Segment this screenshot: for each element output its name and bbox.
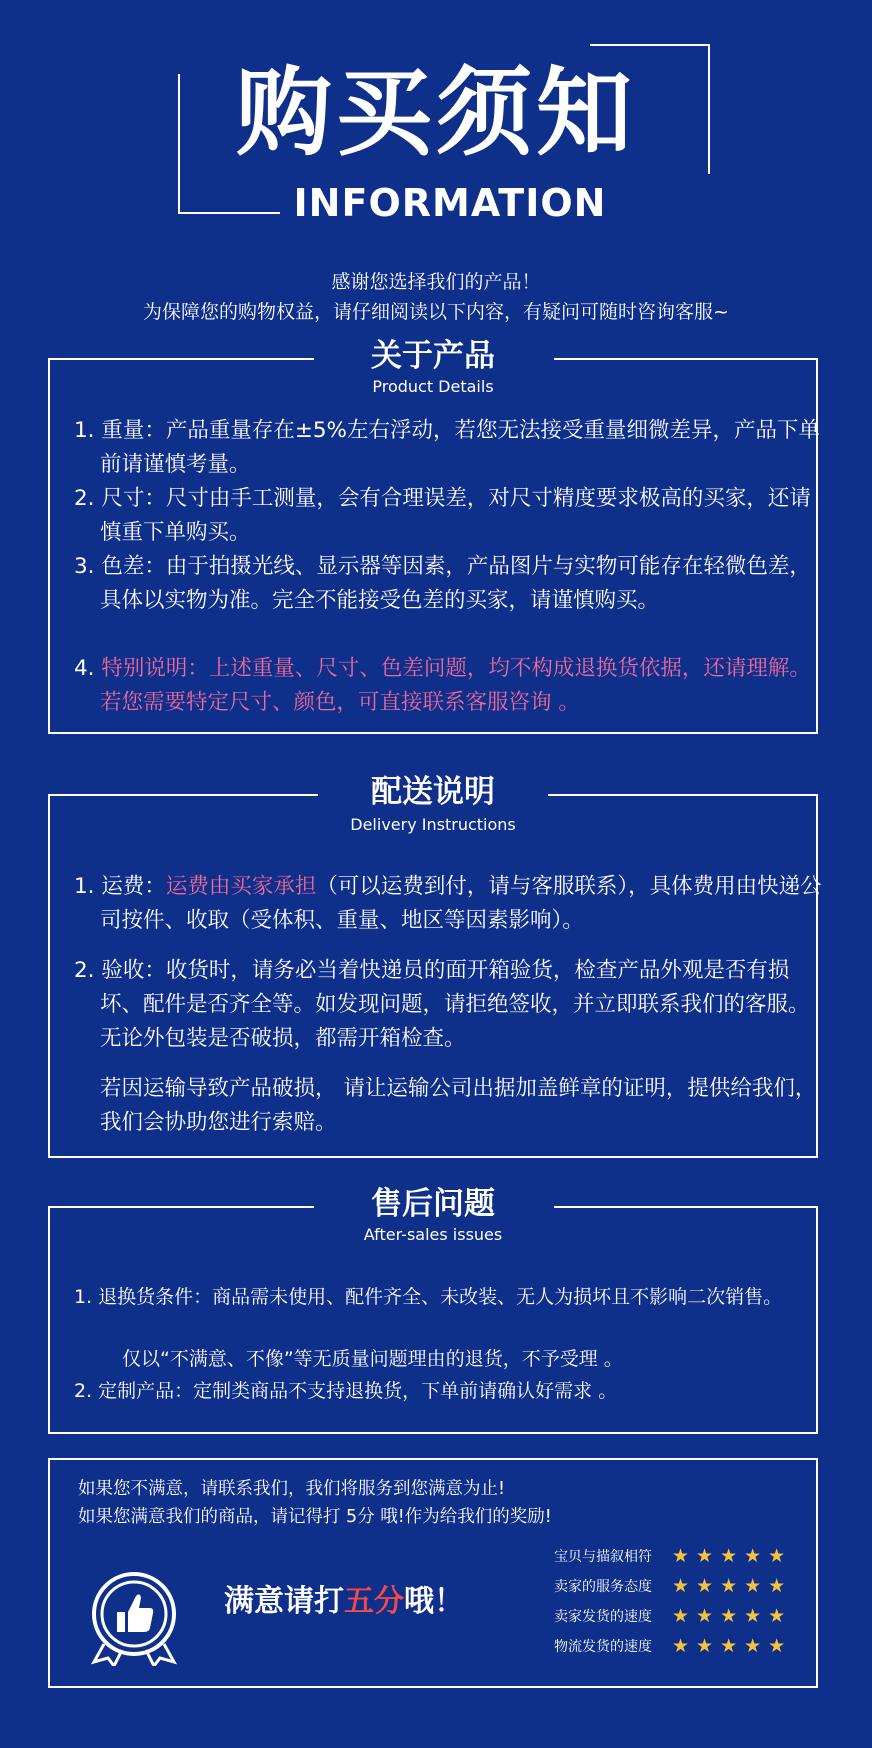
bottom-line-1: 如果您不满意，请联系我们，我们将服务到您满意为止! xyxy=(78,1479,506,1499)
star-icons: ★★★★★ xyxy=(672,1575,793,1597)
rating-section xyxy=(48,1458,818,1688)
shipping-fee-highlight: 运费由买家承担 xyxy=(165,874,317,899)
product-section-subtitle: Product Details xyxy=(372,377,494,396)
product-section xyxy=(48,338,820,734)
aftersales-item-custom: 2. 定制产品：定制类商品不支持退换货，下单前请确认好需求 。 xyxy=(74,1380,618,1402)
aftersales-section xyxy=(48,1186,818,1434)
aftersales-item-return: 1. 退换货条件：商品需未使用、配件齐全、未改装、无人为损坏且不影响二次销售。 xyxy=(74,1286,783,1308)
thumbs-up-icon xyxy=(84,1566,184,1666)
product-item-size: 2. 尺寸：尺寸由手工测量，会有合理误差，对尺寸精度要求极高的买家，还请慎重下单购买。 xyxy=(74,486,811,545)
rating-row-logistics: 物流发货的速度 ★★★★★ xyxy=(554,1635,793,1657)
product-item-color: 3. 色差：由于拍摄光线、显示器等因素，产品图片与实物可能存在轻微色差，具体以实物为准。完全不能接受色差的买家，请谨慎购买。 xyxy=(74,554,811,613)
page-title: 购买须知 xyxy=(236,57,636,169)
aftersales-section-title: 售后问题 xyxy=(371,1186,495,1222)
product-item-special: 4. 特别说明：上述重量、尺寸、色差问题，均不构成退换货依据，还请理解。若您需要特定尺寸、颜色，可直接联系客服咨询 。 xyxy=(74,656,811,715)
aftersales-item-return-note: 仅以“不满意、不像”等无质量问题理由的退货，不予受理 。 xyxy=(122,1348,623,1370)
delivery-item-inspection: 2. 验收：收货时，请务必当着快递员的面开箱验货，检查产品外观是否有损坏、配件是否齐全等。如发现问题，请拒绝签收，并立即联系我们的客服。无论外包装是否破损，都需开箱检查。 xyxy=(74,958,810,1051)
page-subtitle: INFORMATION xyxy=(293,181,607,225)
intro-line-2: 为保障您的购物权益，请仔细阅读以下内容，有疑问可随时咨询客服~ xyxy=(143,301,729,323)
delivery-section-title: 配送说明 xyxy=(371,774,495,810)
intro-line-1: 感谢您选择我们的产品！ xyxy=(331,271,541,293)
bottom-line-2: 如果您满意我们的商品，请记得打 5分 哦!作为给我们的奖励! xyxy=(78,1507,552,1527)
star-icons: ★★★★★ xyxy=(672,1545,793,1567)
product-section-title: 关于产品 xyxy=(371,338,495,374)
special-note-highlight: 特别说明：上述重量、尺寸、色差问题，均不构成退换货依据，还请理解。若您需要特定尺寸、颜色，可直接联系客服咨询 。 xyxy=(100,656,811,715)
five-points-highlight: 五分 xyxy=(344,1584,404,1619)
rating-row-service: 卖家的服务态度 ★★★★★ xyxy=(554,1575,793,1597)
product-item-weight: 1. 重量：产品重量存在±5%左右浮动，若您无法接受重量细微差异，产品下单前请谨慎考量。 xyxy=(74,418,820,477)
header-frame-right xyxy=(708,44,710,174)
delivery-section-subtitle: Delivery Instructions xyxy=(350,815,516,834)
star-icons: ★★★★★ xyxy=(672,1605,793,1627)
rating-row-description: 宝贝与描叙相符 ★★★★★ xyxy=(554,1545,793,1567)
delivery-section xyxy=(48,774,822,1158)
rating-row-shipping-speed: 卖家发货的速度 ★★★★★ xyxy=(554,1605,793,1627)
delivery-item-claim: 若因运输导致产品破损， 请让运输公司出据加盖鲜章的证明，提供给我们，我们会协助您进行索赔。 xyxy=(100,1076,817,1135)
star-icons: ★★★★★ xyxy=(672,1635,793,1657)
header-frame-bottom xyxy=(178,212,280,214)
aftersales-section-subtitle: After-sales issues xyxy=(363,1225,503,1244)
header-frame-top xyxy=(590,44,710,46)
rating-call-to-action: 满意请打五分哦！ xyxy=(224,1584,464,1619)
delivery-item-shipping: 1. 运费：运费由买家承担（可以运费到付，请与客服联系），具体费用由快递公司按件、收取（受体积、重量、地区等因素影响）。 xyxy=(74,874,822,933)
